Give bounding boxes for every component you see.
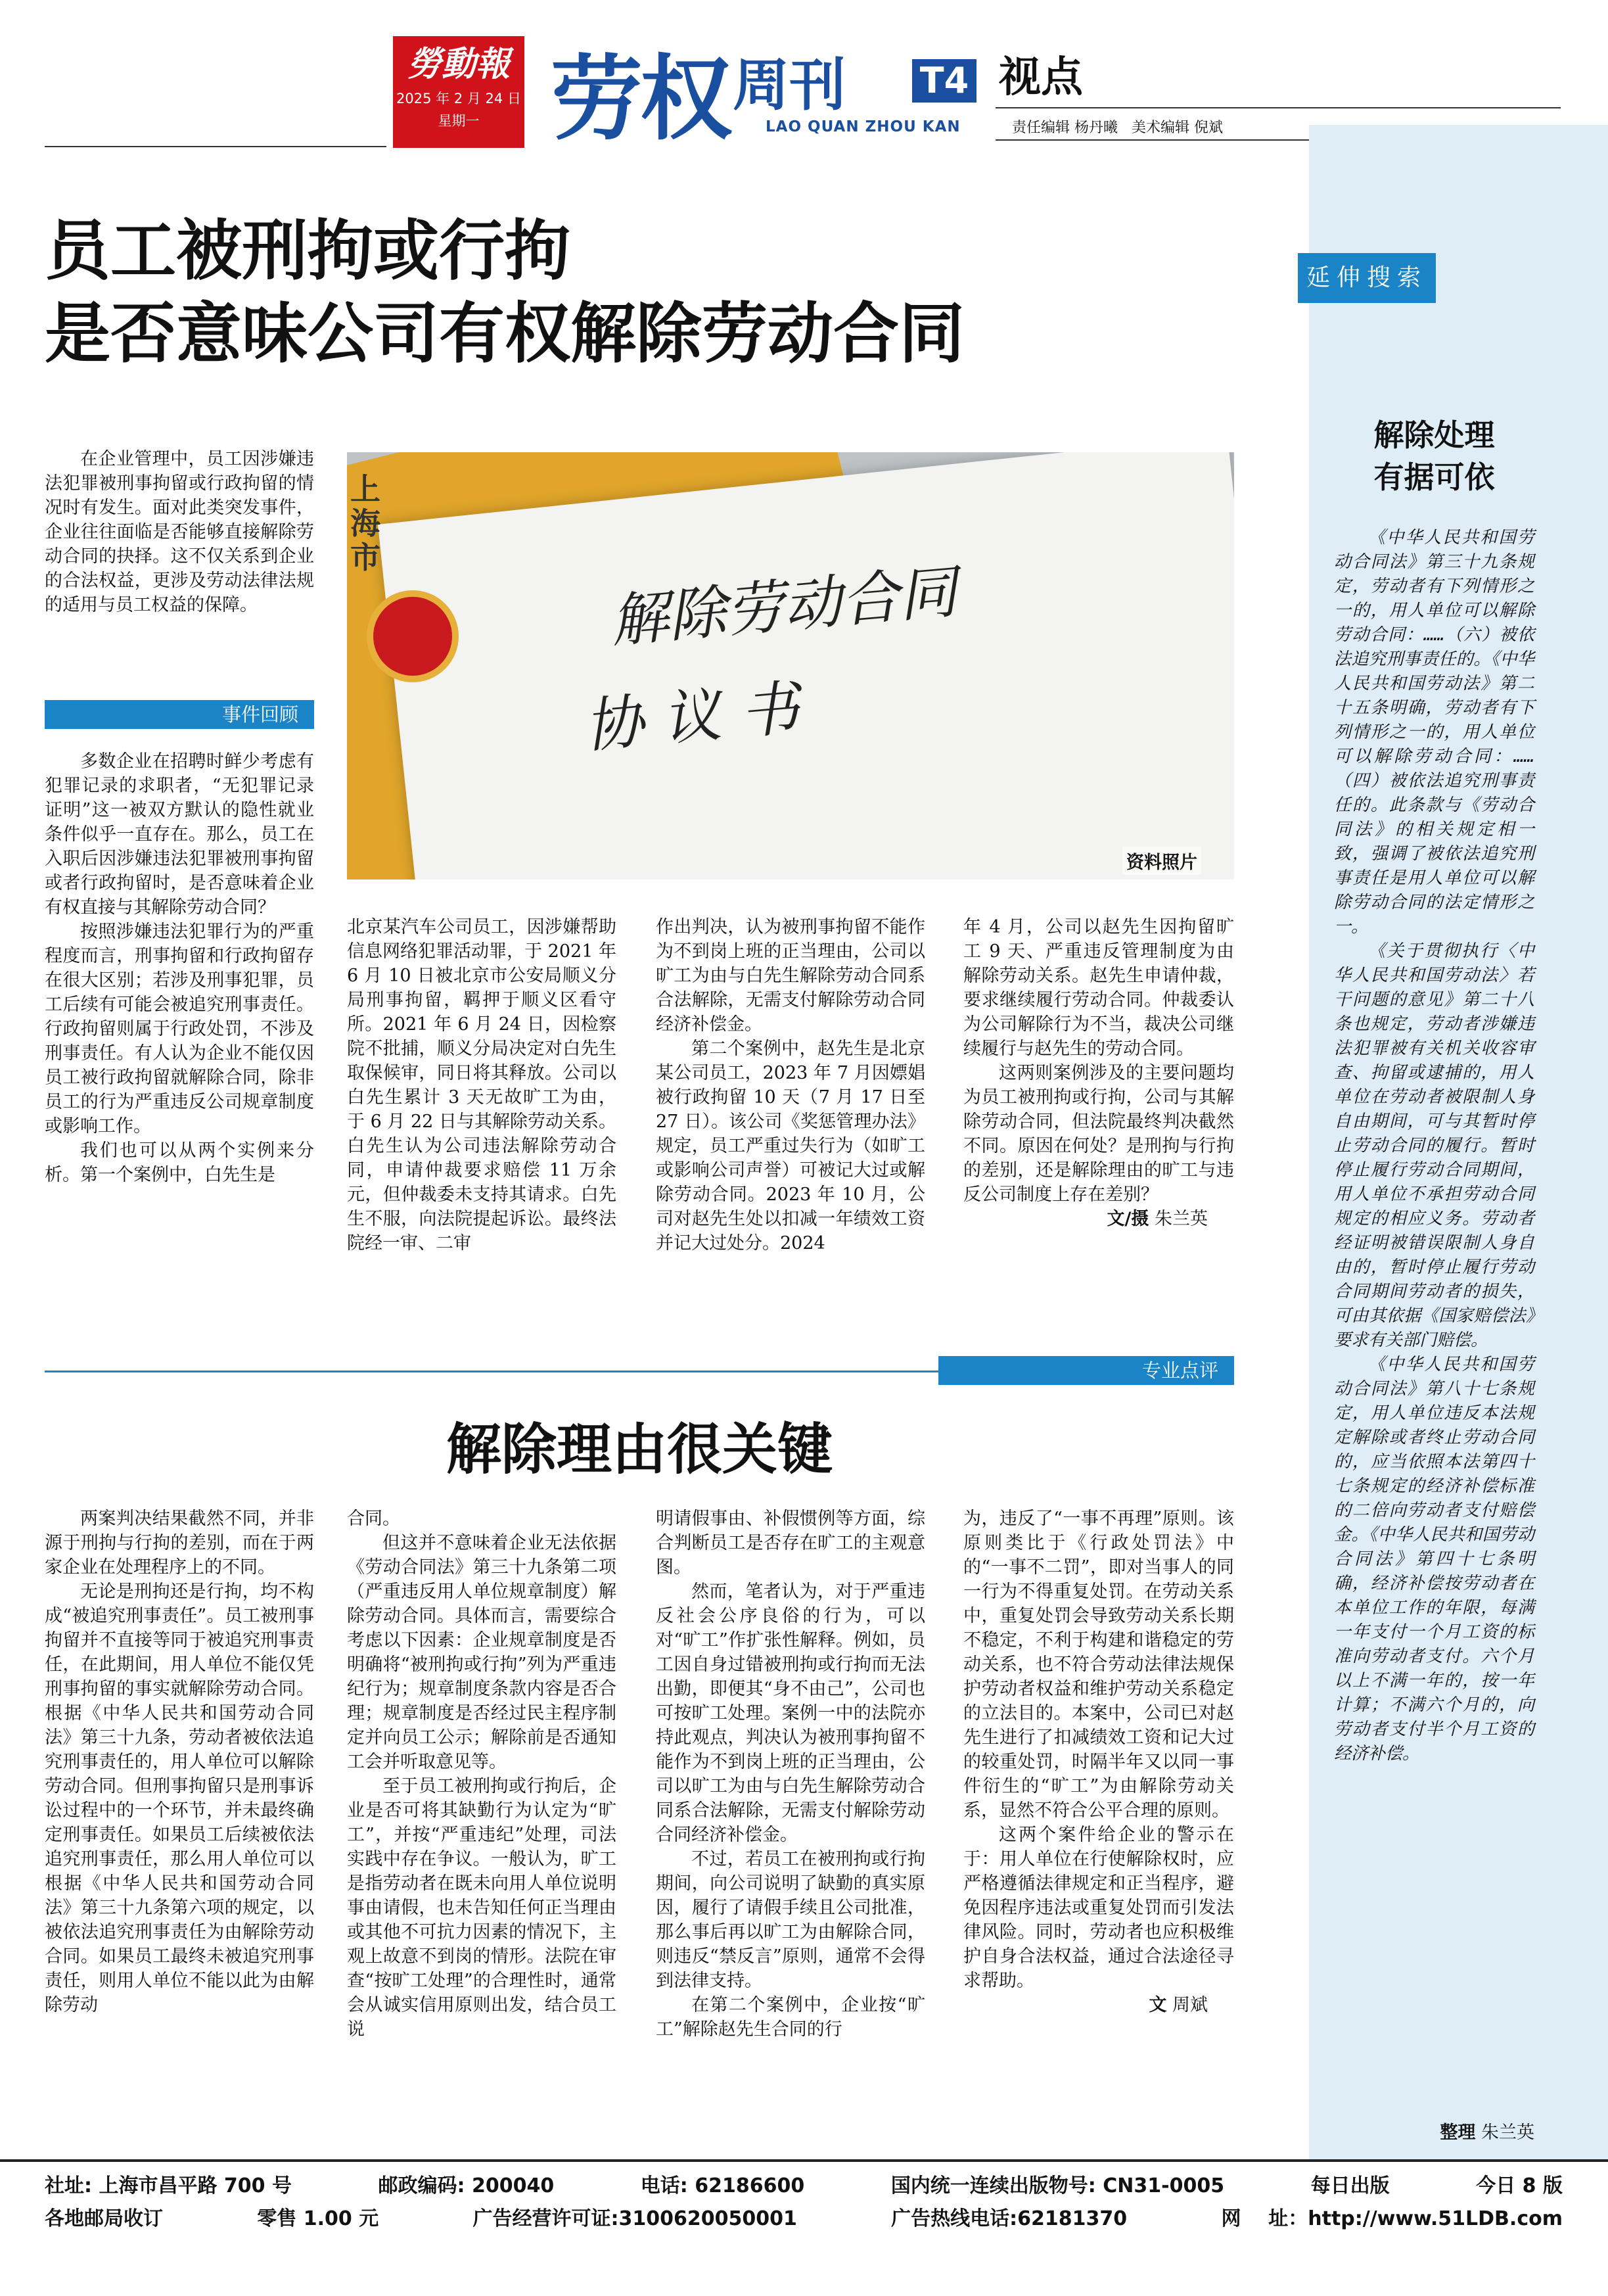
commentary-column-2 (347, 1507, 616, 2042)
commentary-paragraph: 然而，笔者认为，对于严重违反社会公序良俗的行为，可以对“旷工”作扩张性解释。例如，员工因自身过错被刑拘或行拘而无法出勤，即便其“身不由己”，公司也可按旷工处理。案例一中的法院亦持此观点，判决认为被刑事拘留不能作为不到岗上班的正当理由，公司以旷工为由与白先生解除劳动合同系合法解除，无需支付解除劳动合同经济补偿金。 (656, 1581, 925, 1845)
footer-cn-number: 国内统一连续出版物号: CN31-0005 (890, 2174, 1225, 2197)
footer-row-2 (45, 2202, 1563, 2231)
commentary-column-1 (45, 1507, 314, 2017)
sig-name: 周斌 (1172, 1995, 1208, 2015)
article-column-1 (45, 749, 314, 1187)
sig-label: 文 (1149, 1995, 1167, 2015)
article-column-2 (347, 915, 616, 1255)
editors-line: 责任编辑 杨丹曦 美术编辑 倪斌 (1012, 120, 1223, 136)
commentary-title: 解除理由很关键 (446, 1417, 833, 1482)
footer-pages: 今日 8 版 (1476, 2174, 1563, 2197)
article-paragraph: 我们也可以从两个实例来分析。第一个案例中，白先生是 (45, 1140, 314, 1185)
commentary-paragraph: 为，违反了“一事不再理”原则。该原则类比于《行政处罚法》中的“一事不二罚”，即对当事人的同一行为不得重复处罚。在劳动关系中，重复处罚会导致劳动关系长期不稳定，不利于构建和谐稳定的劳动关系，也不符合劳动法律法规保护劳动者权益和维护劳动关系稳定的立法目的。本案中，公司已对赵先生进行了扣减绩效工资和记大过的较重处罚，时隔半年又以同一事件衍生的“旷工”为由解除劳动关系，显然不符合公平合理的原则。 (963, 1509, 1234, 1821)
commentary-paragraph: 合同。 (347, 1509, 400, 1529)
article-paragraph: 这两则案例涉及的主要问题均为员工被刑拘或行拘，公司与其解除劳动合同，但法院最终判决截然不同。原因在何处？是刑拘与行拘的差别，还是解除理由的旷工与违反公司制度上存在差别？ (963, 1063, 1234, 1205)
headline-line1: 员工被刑拘或行拘 (45, 212, 570, 289)
brand-weekly: 周刊 (733, 53, 846, 118)
commentary-paragraph: 不过，若员工在被刑拘或行拘期间，向公司说明了缺勤的真实原因，履行了请假手续且公司批准，那么事后再以旷工为由解除合同，则违反“禁反言”原则，通常不会得到法律支持。 (656, 1849, 925, 1991)
masthead-rule-right (996, 107, 1561, 108)
article-photo (347, 452, 1234, 879)
article-paragraph: 多数企业在招聘时鲜少考虑有犯罪记录的求职者，“无犯罪记录证明”这一被双方默认的隐性就业条件似乎一直存在。那么，员工在入职后因涉嫌违法犯罪被刑事拘留或者行政拘留时，是否意味着企业有权直接与其解除劳动合同？ (45, 751, 314, 918)
sidebar-paragraph: 《中华人民共和国劳动合同法》第八十七条规定，用人单位违反本法规定解除或者终止劳动合同的，应当依照本法第四十七条规定的经济补偿标准的二倍向劳动者支付赔偿金。《中华人民共和国劳动合同法》第四十七条明确，经济补偿按劳动者在本单位工作的年限，每满一年支付一个月工资的标准向劳动者支付。六个月以上不满一年的，按一年计算；不满六个月的，向劳动者支付半个月工资的经济补偿。 (1334, 1355, 1534, 1764)
commentary-paragraph: 无论是刑拘还是行拘，均不构成“被追究刑事责任”。员工被刑事拘留并不直接等同于被追究刑事责任，在此期间，用人单位不能仅凭刑事拘留的事实就解除劳动合同。根据《中华人民共和国劳动合同法》第三十九条，劳动者被依法追究刑事责任的，用人单位可以解除劳动合同。但刑事拘留只是刑事诉讼过程中的一个环节，并未最终确定刑事责任。如果员工后续被依法追究刑事责任，那么用人单位可以根据《中华人民共和国劳动合同法》第三十九条第六项的规定，以被依法追究刑事责任为由解除劳动合同。如果员工最终未被追究刑事责任，则用人单位不能以此为由解除劳动 (45, 1581, 314, 2015)
photo-caption: 资料照片 (1122, 847, 1201, 875)
brand-main: 劳权 (551, 46, 730, 153)
footer-price: 零售 1.00 元 (257, 2207, 379, 2230)
footer-subscription: 各地邮局收订 (45, 2207, 163, 2230)
sidebar-title-line1: 解除处理 (1373, 417, 1495, 453)
intro-paragraph: 在企业管理中，员工因涉嫌违法犯罪被刑事拘留或行政拘留的情况时有发生。面对此类突发事件，企业往往面临是否能够直接解除劳动合同的抉择。这不仅关系到企业的合法权益，更涉及劳动法律法规的适用与员工权益的保障。 (45, 449, 314, 615)
commentary-paragraph: 明请假事由、补假惯例等方面，综合判断员工是否存在旷工的主观意图。 (656, 1509, 925, 1578)
commentary-paragraph: 但这并不意味着企业无法依据《劳动合同法》第三十九条第二项（严重违反用人单位规章制度）解除劳动合同。具体而言，需要综合考虑以下因素：企业规章制度是否明确将“被刑拘或行拘”列为严重违纪行为；规章制度条款内容是否合理；规章制度是否经过民主程序制定并向员工公示；解除前是否通知工会并听取意见等。 (347, 1533, 616, 1772)
commentary-paragraph: 在第二个案例中，企业按“旷工”解除赵先生合同的行 (656, 1995, 925, 2040)
tag-events-review: 事件回顾 (45, 700, 314, 729)
footer-address: 社址: 上海市昌平路 700 号 (45, 2174, 292, 2197)
sidebar-title (1334, 414, 1534, 498)
sidebar-sig-name: 朱兰英 (1481, 2122, 1534, 2143)
intro-column (45, 447, 314, 617)
photo-emblem (367, 590, 459, 682)
sidebar-paragraph: 《中华人民共和国劳动合同法》第三十九条规定，劳动者有下列情形之一的，用人单位可以解除劳动合同：……（六）被依法追究刑事责任的。《中华人民共和国劳动法》第二十五条明确，劳动者有下列情形之一的，用人单位可以解除劳动合同：……（四）被依法追究刑事责任的。此条款与《劳动合同法》的相关规定相一致，强调了被依法追究刑事责任是用人单位可以解除劳动合同的法定情形之一。 (1334, 528, 1534, 937)
masthead-rule-left (45, 146, 386, 147)
commentary-paragraph: 至于员工被刑拘或行拘后，企业是否可将其缺勤行为认定为“旷工”，并按“严重违纪”处理，司法实践中存在争议。一般认为，旷工是指劳动者在既未向用人单位说明事由请假，也未告知任何正当理由或其他不可抗力因素的情况下，主观上故意不到岗的情形。法院在审查“按旷工处理”的合理性时，通常会从诚实信用原则出发，结合员工说 (347, 1776, 616, 2040)
footer-daily: 每日出版 (1310, 2174, 1390, 2197)
photo-text-line1: 解除劳动合同 (608, 557, 960, 655)
commentary-column-3 (656, 1507, 925, 2042)
commentary-column-4 (963, 1507, 1234, 2017)
article-paragraph: 作出判决，认为被刑事拘留不能作为不到岗上班的正当理由，公司以旷工为由与白先生解除劳动合同系合法解除，无需支付解除劳动合同经济补偿金。 (656, 917, 925, 1035)
footer-ad-license: 广告经营许可证:3100620050001 (472, 2207, 797, 2230)
commentary-paragraph: 这两个案件给企业的警示在于：用人单位在行使解除权时，应严格遵循法律规定和正当程序，避免因程序违法或重复处罚而引发法律风险。同时，劳动者也应积极维护自身合法权益，通过合法途径寻求帮助。 (963, 1825, 1234, 1991)
footer-rule (0, 2159, 1608, 2162)
footer-row-1 (45, 2169, 1563, 2198)
sidebar-sig-label: 整理 (1440, 2122, 1476, 2143)
sidebar-signature (1334, 2118, 1534, 2144)
newspaper-logo (393, 36, 524, 148)
article-paragraph: 按照涉嫌违法犯罪行为的严重程度而言，刑事拘留和行政拘留存在很大区别；若涉及刑事犯罪，员工后续有可能会被追究刑事责任。行政拘留则属于行政处罚，不涉及刑事责任。有人认为企业不能仅因员工被行政拘留就解除合同，除非员工的行为严重违反公司规章制度或影响工作。 (45, 922, 314, 1136)
footer-postcode: 邮政编码: 200040 (378, 2174, 555, 2197)
tag-expert-comment: 专业点评 (938, 1356, 1234, 1385)
photo-text-line2: 协 议 书 (581, 673, 802, 762)
article-column-4 (963, 915, 1234, 1231)
footer-website: 网 址：http://www.51LDB.com (1221, 2207, 1563, 2230)
footer-phone: 电话: 62186600 (640, 2174, 805, 2197)
photo-paper (378, 452, 1234, 879)
article-paragraph: 第二个案例中，赵先生是北京某公司员工，2023 年 7 月因嫖娼被行政拘留 10 天（7 月 17 日至 27 日）。该公司《奖惩管理办法》规定，员工严重过失行为（如旷工或影响公司声誉）可被记大过或解除劳动合同。2023 年 10 月，公司对赵先生处以扣减一年绩效工资并记大过处分。2024 (656, 1039, 925, 1253)
footer-ad-hotline: 广告热线电话:62181370 (891, 2207, 1128, 2230)
issue-weekday: 星期一 (438, 113, 480, 129)
article-paragraph: 年 4 月，公司以赵先生因拘留旷工 9 天、严重违反管理制度为由解除劳动关系。赵先生申请仲裁，要求继续履行劳动合同。仲裁委认为公司解除行为不当，裁决公司继续履行与赵先生的劳动合同。 (963, 917, 1234, 1059)
article-paragraph: 北京某汽车公司员工，因涉嫌帮助信息网络犯罪活动罪，于 2021 年 6 月 10 日被北京市公安局顺义分局刑事拘留，羁押于顺义区看守所。2021 年 6 月 24 日，因检察院不批捕，顺义分局决定对白先生取保候审，同日将其释放。公司以白先生累计 3 天无故旷工为由，于 6 月 22 日与其解除劳动关系。白先生认为公司违法解除劳动合同，申请仲裁要求赔偿 11 万余元，但仲裁委未支持其请求。白先生不服，向法院提起诉讼。最终法院经一审、二审 (347, 917, 616, 1253)
logo-text: 勞動報 (407, 44, 510, 84)
section-name: 视点 (999, 53, 1083, 102)
brand-pinyin: LAO QUAN ZHOU KAN (766, 118, 961, 135)
sidebar-title-line2: 有据可依 (1373, 459, 1495, 495)
sidebar-label: 延伸搜索 (1298, 253, 1436, 303)
sig-label: 文/摄 (1107, 1209, 1149, 1229)
page-code-badge: T4 (912, 59, 976, 103)
commentary-signature (963, 1993, 1234, 2017)
commentary-paragraph: 两案判决结果截然不同，并非源于刑拘与行拘的差别，而在于两家企业在处理程序上的不同。 (45, 1509, 314, 1578)
sidebar-paragraph: 《关于贯彻执行〈中华人民共和国劳动法〉若干问题的意见》第二十八条也规定，劳动者涉嫌违法犯罪被有关机关收容审查、拘留或逮捕的，用人单位在劳动者被限制人身自由期间，可与其暂时停止劳动合同的履行。暂时停止履行劳动合同期间，用人单位不承担劳动合同规定的相应义务。劳动者经证明被错误限制人身自由的，暂时停止履行劳动合同期间劳动者的损失，可由其依据《国家赔偿法》要求有关部门赔偿。 (1334, 941, 1534, 1350)
sidebar-body (1334, 526, 1534, 1766)
issue-date: 2025 年 2 月 24 日 (396, 91, 521, 106)
headline-line2: 是否意味公司有权解除劳动合同 (45, 294, 965, 372)
main-headline (45, 209, 1260, 375)
article-column-3 (656, 915, 925, 1255)
photo-side-text: 上海市 (350, 471, 380, 575)
article-signature (963, 1207, 1234, 1231)
sig-name: 朱兰英 (1155, 1209, 1208, 1229)
